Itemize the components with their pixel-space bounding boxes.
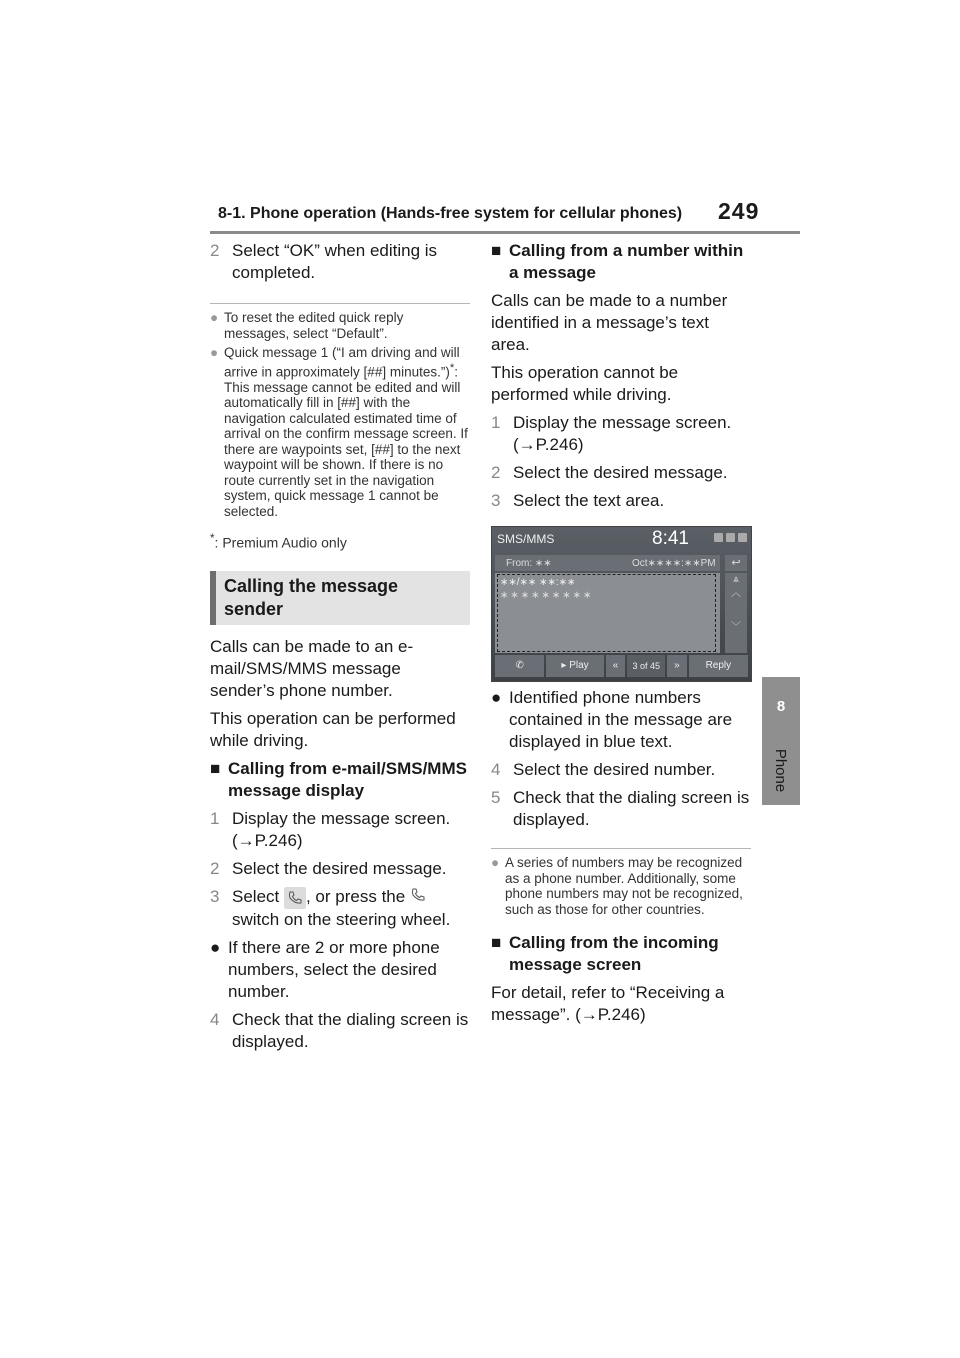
step-item: 1 Display the message screen. (→P.246) xyxy=(210,809,451,851)
left-column xyxy=(210,240,470,1053)
pager: 3 of 45 xyxy=(627,655,665,677)
right-column xyxy=(491,240,751,1026)
bullet-item: ● Identified phone numbers contained in the message are displayed in blue text. xyxy=(491,688,733,751)
screen-clock: 8:41 xyxy=(652,528,689,549)
note-item: ● Quick message 1 (“I am driving and will arrive in approximately [##] minutes.”)*: This message cannot be edited and will automatically fill in [##] with the navigation calculated estimated time of arrival on the confirm message screen. If there are waypoints set, [##] to the next waypoint will be shown. If there is no route currently set in the navigation system, quick message 1 cannot be selected. xyxy=(210,345,468,519)
phone-switch-icon xyxy=(410,887,426,909)
note-item: ● A series of numbers may be recognized as a phone number. Additionally, some phone numbers may not be recognized, such as those for other countries. xyxy=(491,855,743,917)
play-icon: ▸ xyxy=(561,660,570,671)
footnote: *: Premium Audio only xyxy=(210,532,347,551)
step-item: 1 Display the message screen. (→P.246) xyxy=(491,413,732,454)
scroll-down-icon: ﹀ xyxy=(731,622,741,633)
running-header: 8-1. Phone operation (Hands-free system for cellular phones) xyxy=(218,205,683,222)
note-divider xyxy=(491,848,751,849)
note-item: ● To reset the edited quick reply messages, select “Default”. xyxy=(210,310,404,341)
paragraph: This operation cannot be performed while driving. xyxy=(491,363,679,404)
paragraph: Calls can be made to a number identified in a message’s text area. xyxy=(491,291,728,354)
scroll-up-icon: ︿ xyxy=(731,588,741,599)
scrollbar xyxy=(725,573,747,653)
step-item: 3 Select the text area. xyxy=(491,491,665,510)
step-item: 2 Select the desired message. xyxy=(491,463,728,482)
chapter-tab-number: 8 xyxy=(776,698,786,715)
signal-icon xyxy=(714,533,723,542)
play-button: ▸ Play xyxy=(546,655,603,677)
battery-icon xyxy=(726,533,735,542)
header-rule xyxy=(210,231,800,234)
back-icon: ↩ xyxy=(725,555,747,571)
paragraph: Calls can be made to an e-mail/SMS/MMS message sender’s phone number. xyxy=(210,637,414,701)
step-item: 4 Select the desired number. xyxy=(491,760,716,779)
from-label: From: ∗∗ xyxy=(506,558,552,569)
prev-icon: « xyxy=(606,655,626,677)
note-divider xyxy=(210,303,470,304)
chapter-tab-label: Phone xyxy=(772,748,790,792)
call-icon: ✆ xyxy=(495,655,544,677)
subheading: ■ Calling from a number within a message xyxy=(491,241,744,282)
message-screen-image xyxy=(491,526,752,682)
step-item: 2 Select “OK” when editing is completed. xyxy=(210,241,438,282)
scroll-top-icon: ⩓ xyxy=(733,574,739,585)
text-line: ∗∗∗∗∗∗∗∗∗ xyxy=(500,590,594,601)
paragraph: For detail, refer to “Receiving a message”. (→P.246) xyxy=(491,983,725,1024)
settings-icon xyxy=(738,533,747,542)
bullet-item: ● If there are 2 or more phone numbers, select the desired number. xyxy=(210,937,440,1001)
paragraph: This operation can be performed while driving. xyxy=(210,709,456,751)
phone-icon xyxy=(284,887,306,909)
screen-footer xyxy=(495,655,748,677)
next-icon: » xyxy=(667,655,687,677)
step-item: 2 Select the desired message. xyxy=(210,859,447,879)
text-line: ∗∗/∗∗ ∗∗:∗∗ xyxy=(500,577,576,588)
section-heading: Calling the message sender xyxy=(210,571,470,625)
date-label: Oct∗∗∗∗:∗∗PM xyxy=(632,558,716,569)
screen-title: SMS/MMS xyxy=(497,532,555,546)
status-icons xyxy=(714,533,747,542)
subheading: ■ Calling from e-mail/SMS/MMS message display xyxy=(210,759,467,801)
step-item: 3 Select , or press the switch on the steering wheel. xyxy=(210,887,451,929)
page-number: 249 xyxy=(718,198,760,224)
step-item: 4 Check that the dialing screen is displayed. xyxy=(210,1009,469,1051)
reply-button: Reply xyxy=(689,655,748,677)
step-item: 5 Check that the dialing screen is displayed. xyxy=(491,788,750,829)
subheading: ■ Calling from the incoming message screen xyxy=(491,933,719,974)
